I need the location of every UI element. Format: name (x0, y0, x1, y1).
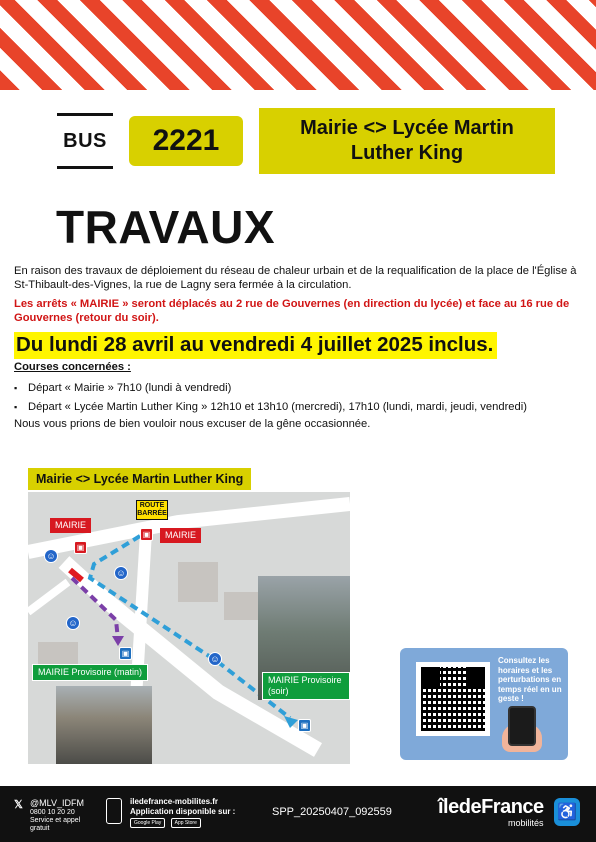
footer (0, 786, 596, 842)
page-title: TRAVAUX (56, 201, 276, 253)
qr-info-box (400, 648, 568, 760)
google-play-badge[interactable]: Google Play (130, 818, 165, 828)
hazard-stripes-banner (0, 0, 596, 90)
map-title: Mairie <> Lycée Martin Luther King (28, 468, 251, 490)
qr-caption: Consultez les horaires et les perturbations en temps réel en un geste ! (498, 656, 562, 703)
courses-list (14, 379, 527, 417)
document-reference: SPP_20250407_092559 (272, 806, 392, 818)
date-range-highlight: Du lundi 28 avril au vendredi 4 juillet 2025 inclus. (14, 332, 497, 359)
stop-tag-provisoire-soir: MAIRIE Provisoire (soir) (262, 672, 350, 700)
street-photo-matin (56, 686, 152, 764)
idfm-logo-subtitle: mobilités (508, 818, 544, 828)
accessibility-icon: ♿ (554, 798, 580, 826)
bus-stop-icon: ▣ (140, 528, 153, 541)
website-block (130, 797, 235, 817)
social-handle[interactable]: @MLV_IDFM (30, 798, 84, 808)
bus-stop-icon: ▣ (298, 719, 311, 732)
website-link[interactable]: iledefrance-mobilites.fr (130, 797, 219, 806)
phone-icon (508, 706, 536, 746)
phone-number: 0800 10 20 20 Service et appel gratuit (30, 809, 81, 832)
stop-tag-mairie: MAIRIE (160, 528, 201, 543)
qr-code[interactable] (416, 662, 490, 736)
route-barree-sign: ROUTE BARRÉE (136, 500, 168, 520)
warning-paragraph: Les arrêts « MAIRIE » seront déplacés au 2 rue de Gouvernes (en direction du lycée) et face au 16 rue de Gouvernes (retour du soir). (14, 298, 570, 324)
courses-title: Courses concernées : (14, 361, 131, 373)
pedestrian-icon: ☺ (44, 549, 58, 563)
list-item: ▪ Départ « Mairie » 7h10 (lundi à vendredi) (14, 379, 527, 398)
list-item: ▪ Départ « Lycée Martin Luther King » 12h10 et 13h10 (mercredi), 17h10 (lundi, mardi, jeudi, vendredi) (14, 398, 527, 417)
pedestrian-icon: ☺ (66, 616, 80, 630)
purple-route-arrow (112, 636, 124, 646)
app-available-text: Application disponible sur : (130, 807, 236, 816)
stop-tag-mairie: MAIRIE (50, 518, 91, 533)
intro-paragraph: En raison des travaux de déploiement du réseau de chaleur urbain et de la requalification de la place de l'Église à St-Thibault-des-Vignes, la rue de Lagny sera fermée à la circulation. (14, 265, 577, 291)
pedestrian-icon: ☺ (208, 652, 222, 666)
route-name-banner: Mairie <> Lycée Martin Luther King (259, 108, 555, 174)
x-icon[interactable]: 𝕏 (14, 799, 23, 811)
mobile-icon (106, 798, 122, 824)
store-badges (130, 818, 205, 828)
stop-tag-provisoire-matin: MAIRIE Provisoire (matin) (32, 664, 148, 681)
pedestrian-icon: ☺ (114, 566, 128, 580)
apology-text: Nous vous prions de bien vouloir nous excuser de la gêne occasionnée. (14, 418, 371, 430)
app-store-badge[interactable]: App Store (171, 818, 201, 828)
bus-label: BUS (57, 113, 113, 169)
line-number-badge: 2221 (129, 116, 243, 166)
idfm-logo-text: îledeFrance (438, 796, 544, 818)
bus-stop-icon: ▣ (119, 647, 132, 660)
bus-stop-icon: ▣ (74, 541, 87, 554)
